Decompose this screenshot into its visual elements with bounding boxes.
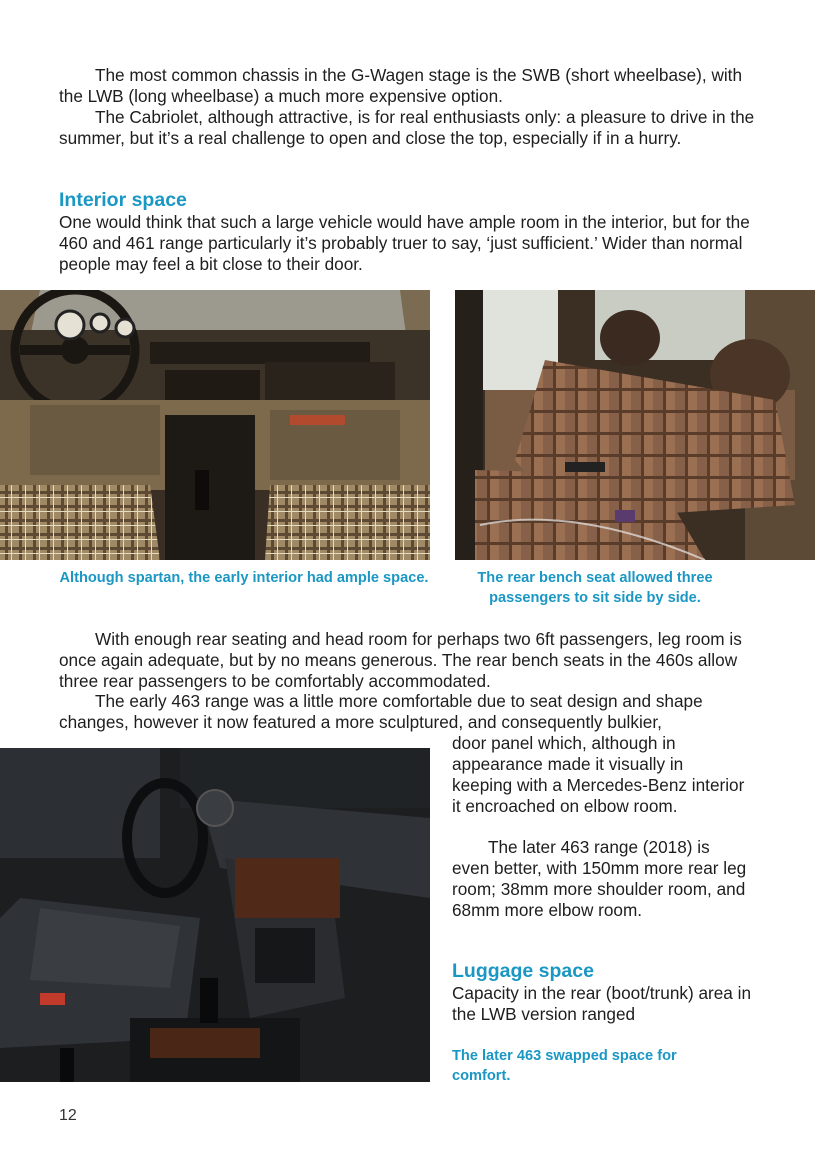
seating-paragraph-2-continued: door panel which, although in appearance made it visually in keeping with a Mercedes-Benz interior it encroached on elbow room. [452,733,745,816]
later-interior-photo [0,748,430,1082]
seating-paragraph-1: With enough rear seating and head room for perhaps two 6ft passengers, leg room is once again adequate, but by no means generous. The rear bench seats in the 460s allow three rear passengers to be comfortably accommodated. [59,629,742,691]
rear-bench-photo [455,290,815,560]
luggage-space-body: Capacity in the rear (boot/trunk) area in the LWB version ranged [452,983,752,1024]
luggage-space-heading: Luggage space [452,960,594,982]
interior-space-heading: Interior space [59,189,187,211]
intro-paragraph-2: The Cabriolet, although attractive, is for real enthusiasts only: a pleasure to drive in the summer, but it’s a real challenge to open and close the top, especially if in a hurry. [59,107,755,148]
page-number: 12 [59,1107,77,1124]
intro-paragraph-1: The most common chassis in the G-Wagen stage is the SWB (short wheelbase), with the LWB (long wheelbase) a much more expensive option. [59,65,743,106]
caption-rear-bench: The rear bench seat allowed three passengers to sit side by side. [477,570,713,606]
caption-early-interior: Although spartan, the early interior had ample space. [59,570,429,586]
seating-paragraph-2: The early 463 range was a little more comfortable due to seat design and shape changes, however it now featured a more sculptured, and consequently bulkier, [59,691,703,732]
seating-paragraph-3: The later 463 range (2018) is even better, with 150mm more rear leg room; 38mm more shoulder room, and 68mm more elbow room. [452,837,747,920]
caption-luggage: The later 463 swapped space for comfort. [452,1048,677,1084]
interior-space-body: One would think that such a large vehicle would have ample room in the interior, but for the 460 and 461 range particularly it’s probably truer to say, ‘just sufficient.’ Wider than normal people may feel a bit close to their door. [59,212,750,274]
early-interior-photo [0,290,430,560]
